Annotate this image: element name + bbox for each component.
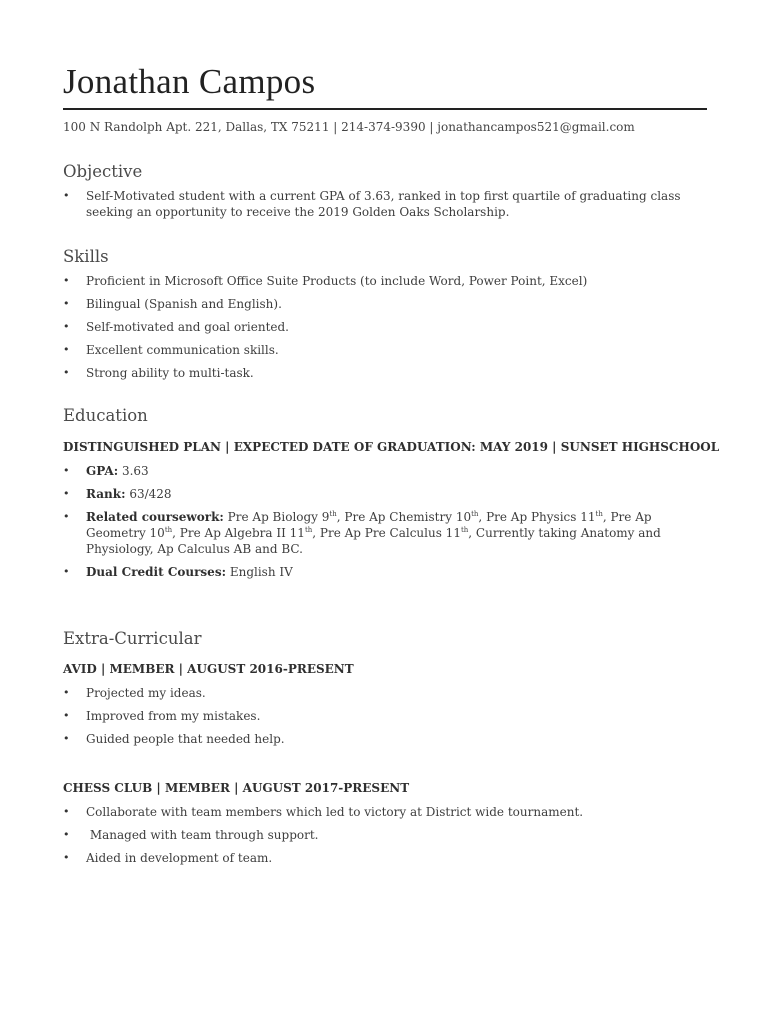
extracurricular-title: Extra-Curricular (63, 629, 202, 648)
course-5: Pre Ap Algebra II 11 (179, 526, 305, 540)
list-item: • Bilingual (Spanish and English). (63, 296, 713, 312)
activity-heading-avid: AVID | MEMBER | AUGUST 2016-PRESENT (63, 662, 354, 676)
objective-title: Objective (63, 162, 143, 181)
list-item: • Self-Motivated student with a current GPA of 3.63, ranked in top first quartile of graduating class seeking an opportunity to receive the 2019 Golden Oaks Scholarship. (63, 188, 713, 220)
list-item: • Aided in development of team. (63, 850, 713, 866)
skills-title: Skills (63, 247, 109, 266)
list-item (63, 564, 713, 580)
list-item: • Related coursework: Pre Ap Biology 9th, Pre Ap Chemistry 10th, Pre Ap Physics 11th, Pre Ap Geometry 10th, Pre Ap Algebra II 11th, Pre Ap Pre Calculus 11th, Currently taking Anatomy and Physiology, Ap Calculus AB and BC. (63, 509, 713, 557)
list-item: • Projected my ideas. (63, 685, 713, 701)
coursework-label: Related coursework: (86, 510, 224, 524)
education-list (63, 463, 713, 587)
course-4: Pre Ap Geometry 10 (86, 510, 652, 540)
activity-heading-chess: CHESS CLUB | MEMBER | AUGUST 2017-PRESENT (63, 781, 410, 795)
education-title: Education (63, 406, 148, 425)
ordinal-suffix: th (164, 526, 173, 534)
list-item: • Self-motivated and goal oriented. (63, 319, 713, 335)
list-item: • Proficient in Microsoft Office Suite Products (to include Word, Power Point, Excel) (63, 273, 713, 289)
course-1: Pre Ap Biology 9 (227, 510, 330, 524)
chess-list (63, 804, 713, 873)
dual-credit-label: Dual Credit Courses: (86, 565, 226, 579)
course-7: Currently taking Anatomy and Physiology, Ap Calculus AB and BC. (86, 526, 661, 556)
objective-list (63, 188, 713, 220)
ordinal-suffix: th (304, 526, 313, 534)
list-item (63, 463, 713, 479)
course-2: Pre Ap Chemistry 10 (344, 510, 472, 524)
gpa-label: GPA: (86, 464, 119, 478)
candidate-name: Jonathan Campos (63, 62, 316, 101)
course-3: Pre Ap Physics 11 (486, 510, 596, 524)
ordinal-suffix: th (329, 510, 337, 518)
course-6: Pre Ap Pre Calculus 11 (319, 526, 461, 540)
header-divider (63, 108, 707, 110)
ordinal-suffix: th (471, 510, 479, 518)
gpa-value: 3.63 (121, 464, 149, 478)
list-item: • Excellent communication skills. (63, 342, 713, 358)
ordinal-suffix: th (460, 526, 469, 534)
list-item: • Managed with team through support. (63, 827, 713, 843)
contact-line: 100 N Randolph Apt. 221, Dallas, TX 75211 | 214-374-9390 | jonathancampos521@gmail.com (63, 120, 635, 134)
list-item: • Guided people that needed help. (63, 731, 713, 747)
list-item: • Improved from my mistakes. (63, 708, 713, 724)
ordinal-suffix: th (595, 510, 603, 518)
education-heading: DISTINGUISHED PLAN | EXPECTED DATE OF GRADUATION: MAY 2019 | SUNSET HIGHSCHOOL (63, 440, 720, 454)
list-item (63, 486, 713, 502)
rank-value: 63/428 (129, 487, 172, 501)
list-item: • Strong ability to multi-task. (63, 365, 713, 381)
list-item: • Collaborate with team members which led to victory at District wide tournament. (63, 804, 713, 820)
skills-list (63, 273, 713, 388)
rank-label: Rank: (86, 487, 126, 501)
dual-credit-value: English IV (229, 565, 293, 579)
avid-list (63, 685, 713, 754)
